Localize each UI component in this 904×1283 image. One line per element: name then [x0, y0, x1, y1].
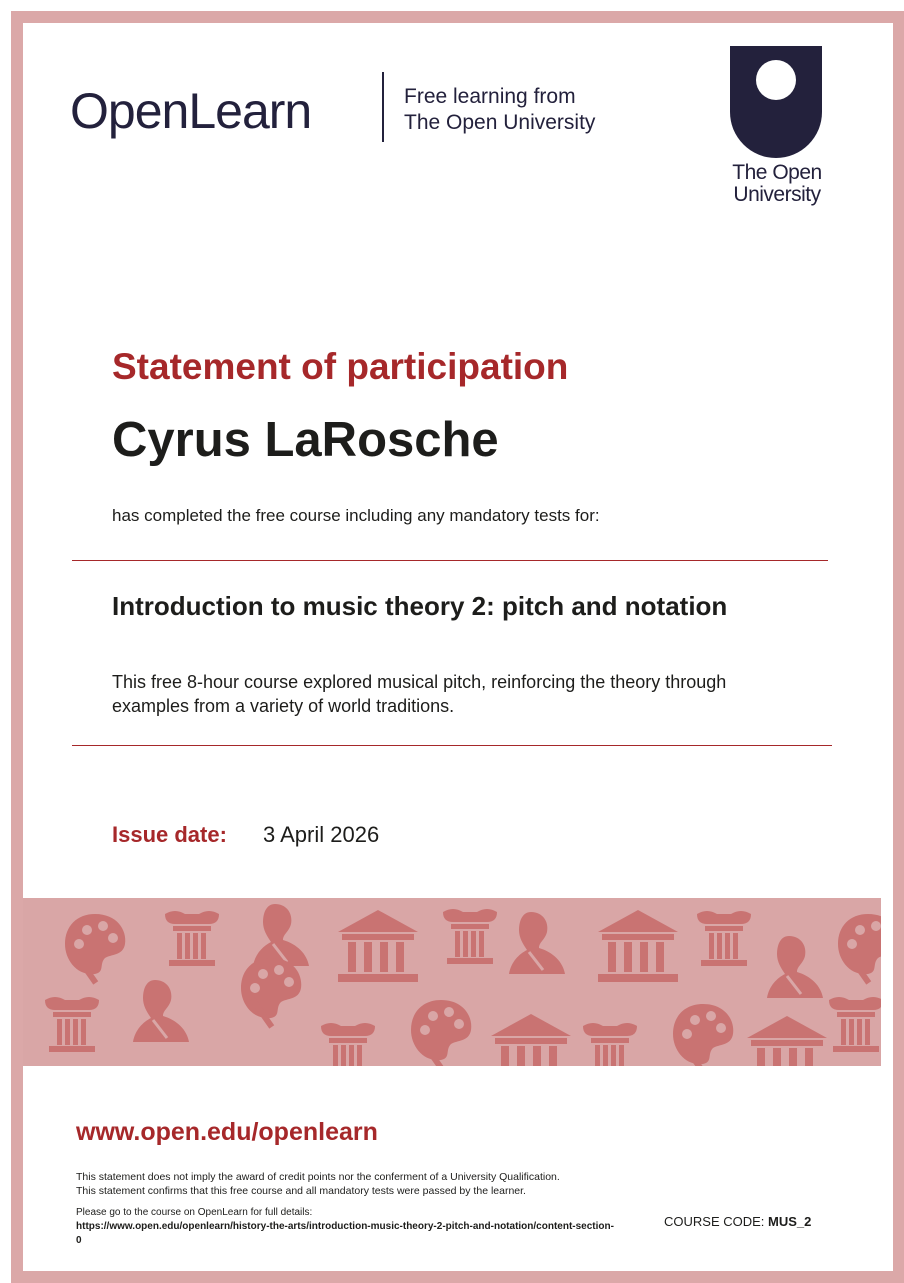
column-icon — [165, 911, 219, 966]
column-icon — [45, 997, 99, 1052]
course-description: This free 8-hour course explored musical pitch, reinforcing the theory through examples from a variety of world traditions. — [112, 672, 727, 716]
course-code: COURSE CODE: MUS_2 — [664, 1214, 812, 1229]
palette-icon — [838, 914, 881, 985]
disclaimer: This statement does not imply the award of credit points nor the conferment of a University Qualification. This statement confirms that this free course and all mandatory tests were passed by the learner. — [76, 1171, 560, 1197]
temple-icon — [747, 1016, 827, 1066]
statement-title: Statement of participation — [112, 346, 569, 387]
bust-icon — [767, 936, 823, 998]
temple-icon — [491, 1014, 571, 1066]
open-university-wordmark: The Open University — [732, 161, 822, 206]
logo-divider — [382, 72, 384, 142]
openlearn-url[interactable]: www.open.edu/openlearn — [76, 1118, 378, 1146]
decorative-band — [23, 898, 881, 1066]
column-icon — [443, 909, 497, 964]
divider-bottom — [72, 745, 832, 746]
temple-icon — [598, 910, 678, 982]
open-university-shield-icon — [730, 46, 822, 163]
openlearn-tagline: Free learning from The Open University — [404, 85, 596, 134]
temple-icon — [338, 910, 418, 982]
palette-icon — [65, 914, 125, 985]
completion-text: has completed the free course including any mandatory tests for: — [112, 506, 600, 525]
column-icon — [583, 1023, 637, 1066]
column-icon — [321, 1023, 375, 1066]
openlearn-logo: OpenLearn — [70, 83, 312, 139]
divider-top — [72, 560, 828, 561]
palette-icon — [241, 958, 301, 1029]
course-details: Please go to the course on OpenLearn for full details: https://www.open.edu/openlearn/history-the-arts/introduction-music-theory-2-pitch-and-notation/content-section-0 — [76, 1206, 616, 1248]
learner-name: Cyrus LaRosche — [112, 413, 499, 467]
palette-icon — [673, 1004, 733, 1066]
issue-date-value: 3 April 2026 — [263, 822, 380, 847]
palette-icon — [411, 1000, 471, 1066]
issue-date-label: Issue date: — [112, 822, 227, 847]
column-icon — [829, 997, 881, 1052]
bust-icon — [509, 912, 565, 974]
course-title: Introduction to music theory 2: pitch and notation — [112, 591, 728, 621]
column-icon — [697, 911, 751, 966]
course-link[interactable]: https://www.open.edu/openlearn/history-the-arts/introduction-music-theory-2-pitch-and-notation/content-section-0 — [76, 1221, 614, 1246]
bust-icon — [133, 980, 189, 1042]
bust-icon — [253, 904, 309, 966]
